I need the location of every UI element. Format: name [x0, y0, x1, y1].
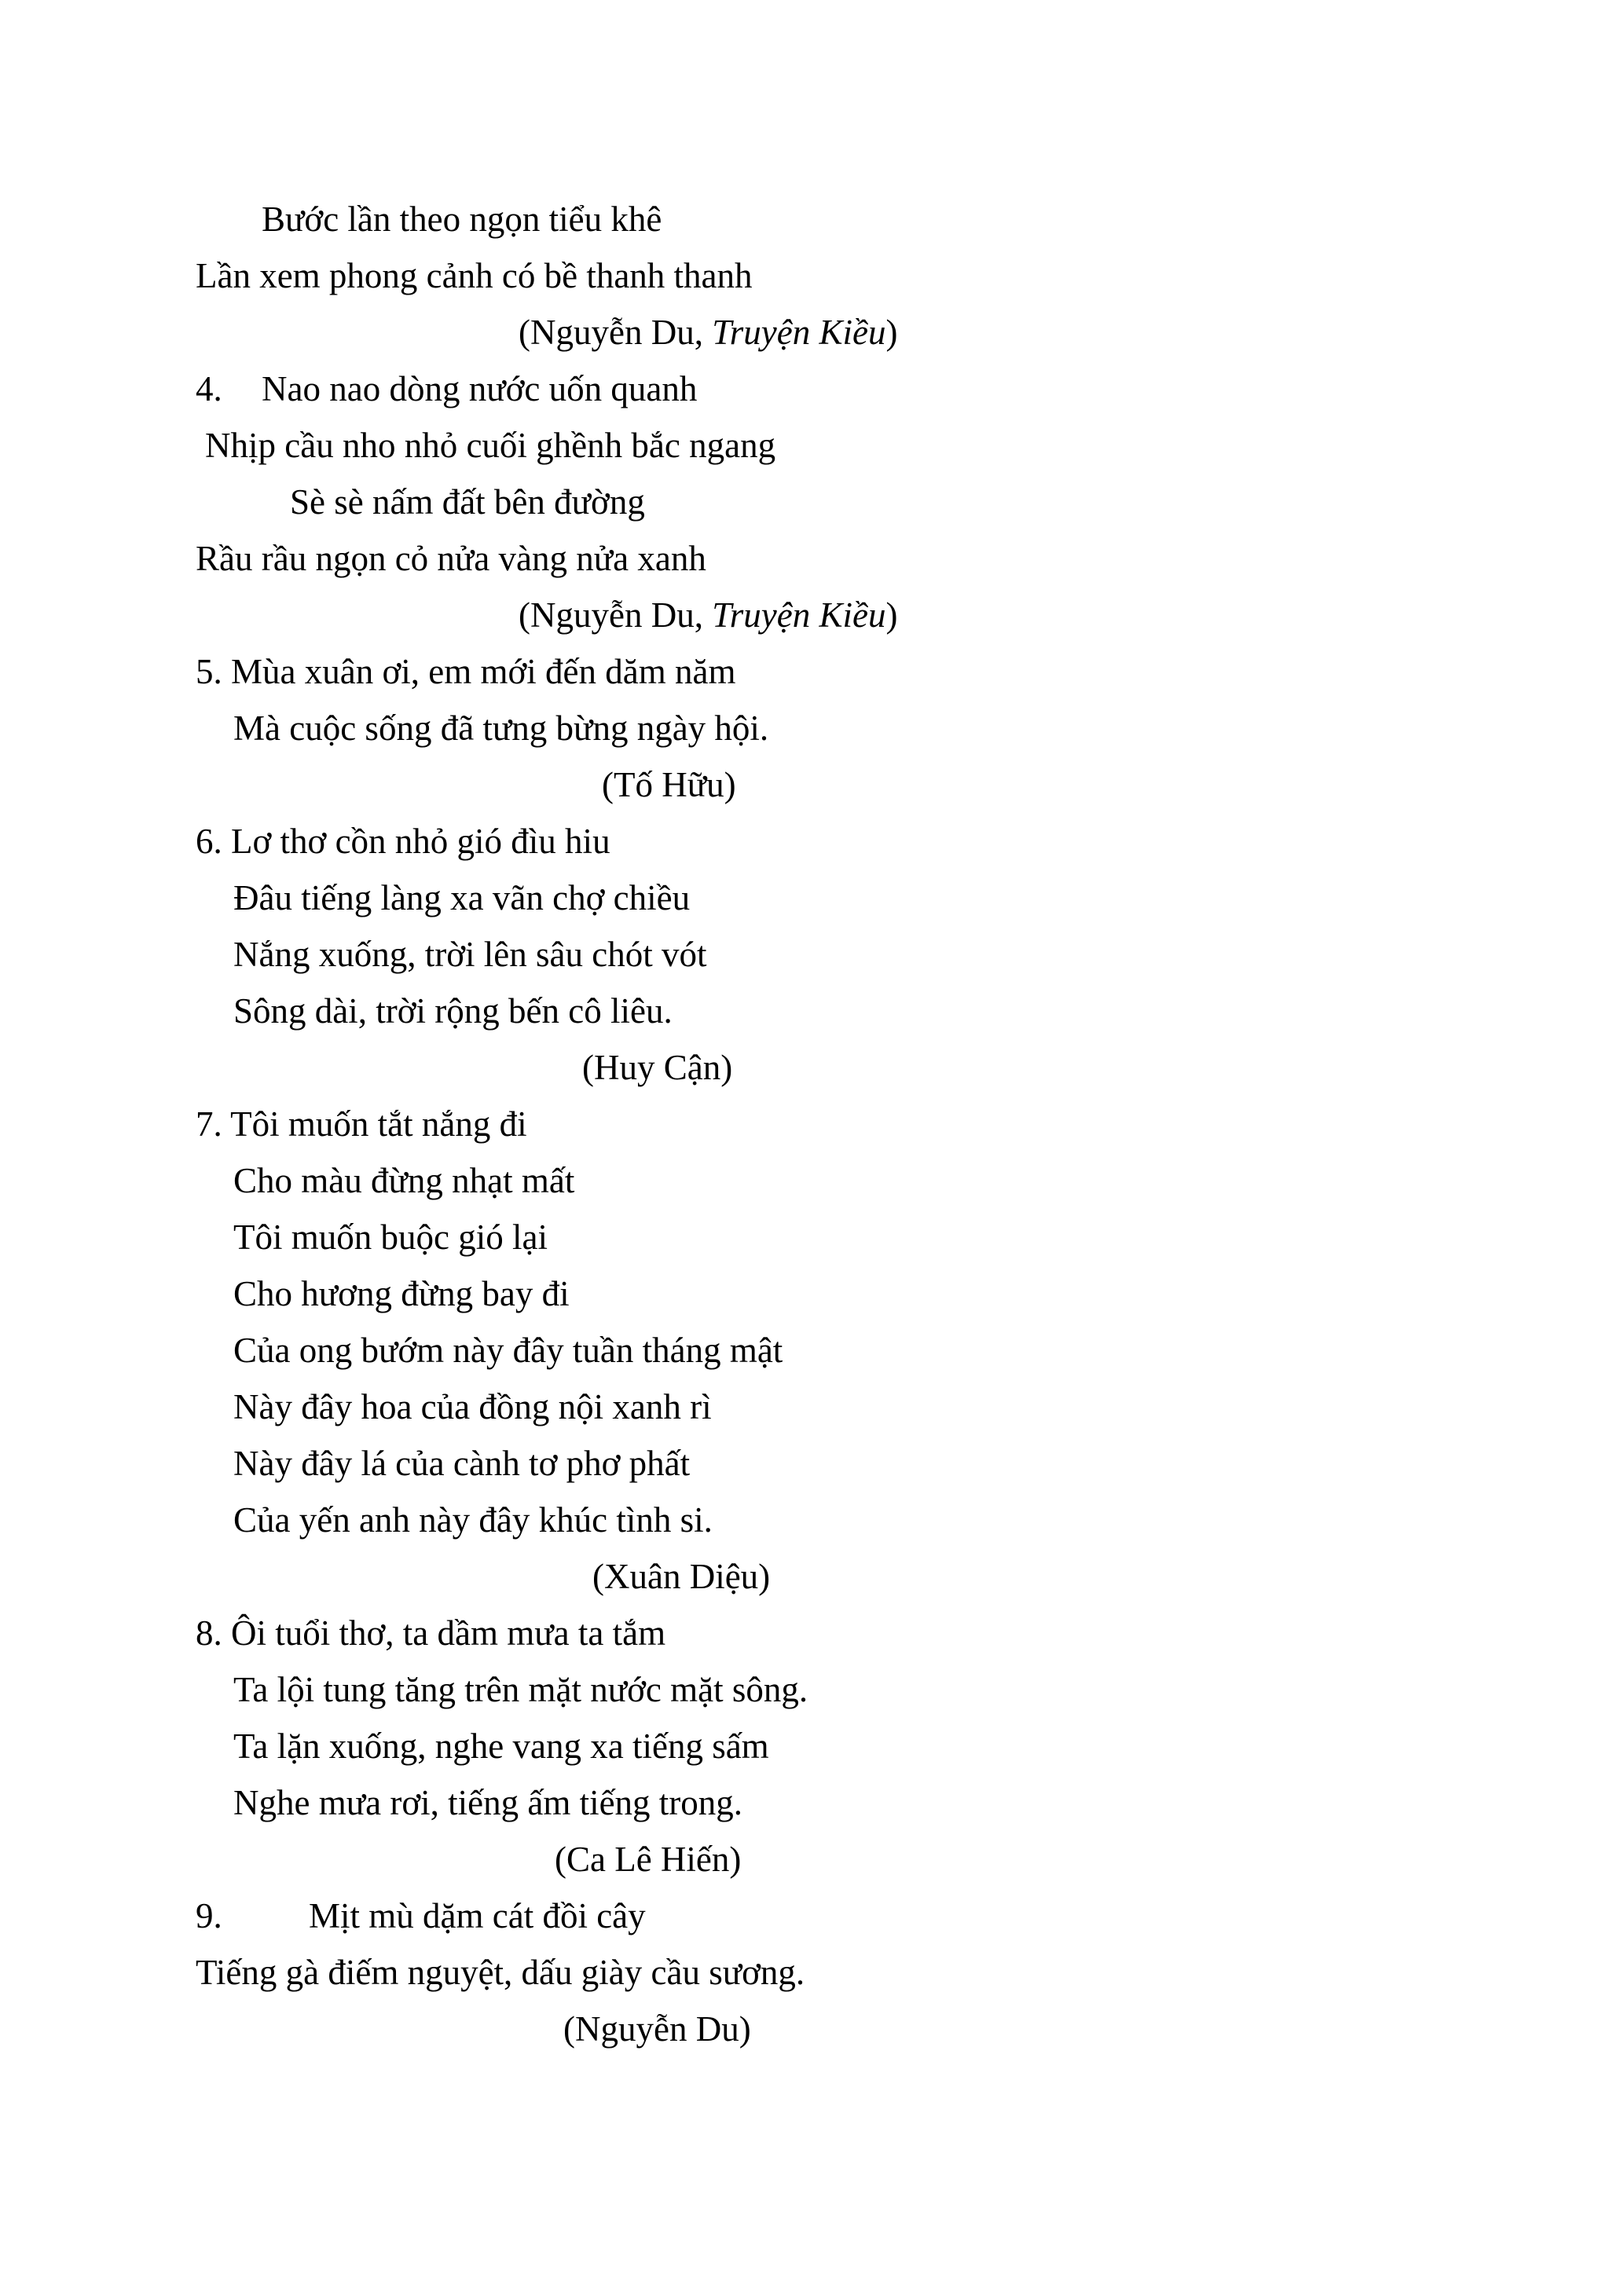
poem-line: 8. Ôi tuổi thơ, ta dầm mưa ta tắm	[196, 1613, 666, 1653]
poem-number: 9.	[196, 1896, 222, 1935]
poem-line: Lần xem phong cảnh có bề thanh thanh	[196, 256, 753, 295]
poem-line: Bước lần theo ngọn tiểu khê	[262, 200, 662, 239]
poem-attribution	[519, 593, 897, 637]
poem-line: Sông dài, trời rộng bến cô liêu.	[233, 991, 673, 1031]
attribution-work-title: Truyện Kiều	[712, 595, 886, 635]
poem-line: Này đây hoa của đồng nội xanh rì	[233, 1387, 712, 1426]
poem-line: Ta lội tung tăng trên mặt nước mặt sông.	[233, 1670, 808, 1709]
poem-number: 4.	[196, 369, 222, 408]
poem-line: Nhịp cầu nho nhỏ cuối ghềnh bắc ngang	[205, 426, 776, 465]
attribution-work-title: Truyện Kiều	[712, 313, 886, 352]
poem-line: 7. Tôi muốn tắt nắng đi	[196, 1104, 527, 1144]
poem-line: Ta lặn xuống, nghe vang xa tiếng sấm	[233, 1727, 769, 1766]
poem-line: 6. Lơ thơ cồn nhỏ gió đìu hiu	[196, 822, 610, 861]
poem-line: Cho hương đừng bay đi	[233, 1274, 570, 1313]
poem-line: Rầu rầu ngọn cỏ nửa vàng nửa xanh	[196, 539, 706, 578]
poem-line: Đâu tiếng làng xa vãn chợ chiều	[233, 878, 691, 917]
poem-attribution: (Nguyễn Du)	[563, 2009, 751, 2049]
poem-line: Nao nao dòng nước uốn quanh	[262, 369, 698, 408]
attribution-suffix: )	[885, 313, 898, 352]
poem-line: Này đây lá của cành tơ phơ phất	[233, 1444, 691, 1483]
attribution-author: (Nguyễn Du,	[519, 595, 713, 635]
poem-attribution: (Tố Hữu)	[602, 765, 736, 804]
poem-line: Mịt mù dặm cát đồi cây	[309, 1896, 646, 1935]
poem-line: Mà cuộc sống đã tưng bừng ngày hội.	[233, 709, 769, 748]
poem-attribution	[519, 310, 897, 354]
poem-line: Nghe mưa rơi, tiếng ấm tiếng trong.	[233, 1783, 743, 1822]
poem-line: Nắng xuống, trời lên sâu chót vót	[233, 935, 707, 974]
poem-line: Của ong bướm này đây tuần tháng mật	[233, 1331, 783, 1370]
poem-line: Của yến anh này đây khúc tình si.	[233, 1500, 713, 1540]
poem-line: Tiếng gà điếm nguyệt, dấu giày cầu sương.	[196, 1953, 805, 1992]
attribution-author: (Nguyễn Du,	[519, 313, 713, 352]
poem-attribution: (Huy Cận)	[582, 1048, 733, 1087]
poem-attribution: (Ca Lê Hiến)	[555, 1840, 742, 1879]
poem-line: Cho màu đừng nhạt mất	[233, 1161, 575, 1200]
poem-line: Sè sè nấm đất bên đường	[290, 482, 645, 522]
poem-line: Tôi muốn buộc gió lại	[233, 1218, 548, 1257]
attribution-suffix: )	[885, 595, 898, 635]
poem-line: 5. Mùa xuân ơi, em mới đến dăm năm	[196, 652, 736, 691]
poem-attribution: (Xuân Diệu)	[592, 1557, 771, 1596]
